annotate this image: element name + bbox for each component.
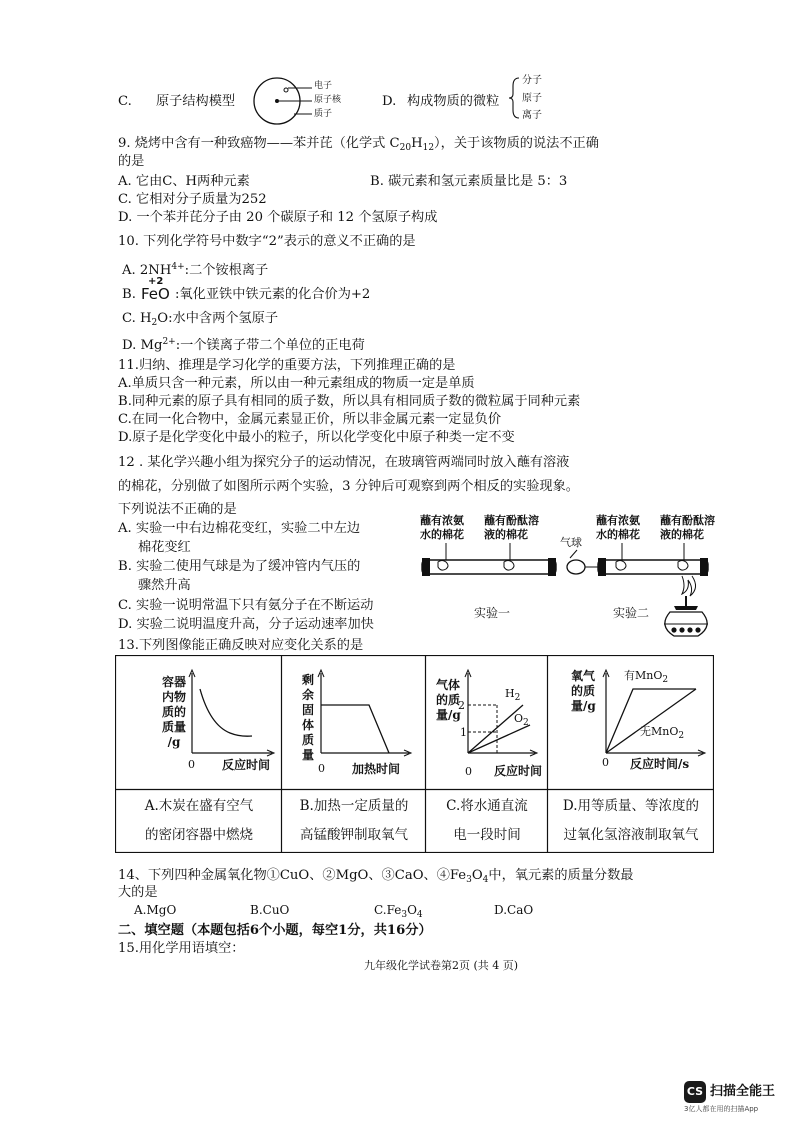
q8d-text: 构成物质的微粒 xyxy=(407,94,500,109)
exp2-right-label-1: 蘸有酚酞溶 xyxy=(660,514,715,527)
q11-option-d: D.原子是化学变化中最小的粒子，所以化学变化中原子种类一定不变 xyxy=(118,430,515,445)
graph-d-without-mno2-label: 无MnO$_2$ xyxy=(640,725,685,741)
particle-atom: 原子 xyxy=(522,93,542,104)
camscanner-logo-icon: CS xyxy=(684,1081,706,1103)
graph-b-caption-2: 高锰酸钾制取氧气 xyxy=(300,827,408,843)
q12-option-c: C. 实验一说明常温下只有氨分子在不断运动 xyxy=(118,598,374,613)
q9-option-d: D. 一个苯并芘分子由 20 个碳原子和 12 个氢原子构成 xyxy=(118,210,438,225)
graph-b-origin: 0 xyxy=(318,762,325,775)
graph-a-xlabel: 反应时间 xyxy=(222,758,271,772)
graph-b-curve xyxy=(321,705,389,753)
atom-part-nucleus: 原子核 xyxy=(314,95,342,105)
q9-stem-2: 的是 xyxy=(118,154,145,169)
graph-c-ylabel: 气体 的质 量/g xyxy=(436,678,461,722)
q9-option-a: A. 它由C、H两种元素 xyxy=(118,174,250,189)
q9-option-b: B. 碳元素和氢元素质量比是 5：3 xyxy=(370,174,568,189)
q12-stem-2: 的棉花，分别做了如图所示两个实验，3 分钟后可观察到两个相反的实验现象。 xyxy=(118,479,579,494)
q10-option-a: A. $2NH^{4+}$:二个铵根离子 xyxy=(122,262,269,278)
exp1-right-label-2: 液的棉花 xyxy=(484,528,528,541)
graph-d-ylabel: 氧气 的质 量/g xyxy=(571,669,596,713)
exp2-label: 实验二 xyxy=(613,606,650,620)
q12-option-b-2: 骤然升高 xyxy=(138,578,191,593)
q10-option-b-label: B. xyxy=(122,287,136,302)
q12-option-a-1: A. 实验一中右边棉花变红，实验二中左边 xyxy=(118,521,361,536)
balloon-label: 气球 xyxy=(560,536,582,549)
q12-stem-1: 12 . 某化学兴趣小组为探究分子的运动情况，在玻璃管两端同时放入蘸有溶液 xyxy=(118,455,570,470)
q12-stem-3: 下列说法不正确的是 xyxy=(118,502,237,517)
graph-a-caption-1: A.木炭在盛有空气 xyxy=(144,798,254,814)
q11-stem: 11.归纳、推理是学习化学的重要方法，下列推理正确的是 xyxy=(118,358,456,373)
exp2-left-label-1: 蘸有浓氨 xyxy=(596,514,640,527)
q10-b-formula: FeO xyxy=(141,285,170,303)
graph-d-xlabel: 反应时间/s xyxy=(630,757,690,771)
section-2-heading: 二、填空题（本题包括6个小题，每空1分，共16分） xyxy=(118,923,432,938)
q14-option-c: $C.Fe_3O_4$ xyxy=(374,903,423,920)
graph-d-caption-1: D.用等质量、等浓度的 xyxy=(562,798,700,814)
exp2-right-label-2: 液的棉花 xyxy=(660,528,704,541)
graph-d-with-mno2-label: 有MnO$_2$ xyxy=(624,669,669,685)
q8c-text: 原子结构模型 xyxy=(156,94,236,109)
q10-option-b-text: :氧化亚铁中铁元素的化合价为+2 xyxy=(175,287,371,302)
graph-a-ylabel: 容器 内物 质的 质量 /g xyxy=(162,675,187,749)
q10-b-charge: +2 xyxy=(148,276,164,287)
graph-b-xlabel: 加热时间 xyxy=(352,762,401,776)
q12-option-b-1: B. 实验二使用气球是为了缓冲管内气压的 xyxy=(118,559,361,574)
experiment-apparatus xyxy=(412,540,732,644)
exp1-right-label-1: 蘸有酚酞溶 xyxy=(484,514,539,527)
graph-c-o2-label: $O_2$ xyxy=(514,712,529,728)
q14-option-a: A.MgO xyxy=(134,903,177,917)
q10-option-c: C. $H_2O$:水中含两个氢原子 xyxy=(122,311,279,328)
q14-stem-2: 大的是 xyxy=(118,885,158,900)
q11-option-b: B.同种元素的原子具有相同的质子数，所以具有相同质子数的微粒属于同种元素 xyxy=(118,394,581,409)
graph-c-caption-1: C.将水通直流 xyxy=(446,798,528,814)
q14-option-b: B.CuO xyxy=(250,903,290,917)
graph-c-tick-2: 2 xyxy=(458,699,465,712)
particle-ion: 离子 xyxy=(522,110,542,121)
exp2-left-label-2: 水的棉花 xyxy=(596,528,640,541)
graph-c-h2-label: $H_2$ xyxy=(505,687,521,703)
q13-stem: 13.下列图像能正确反映对应变化关系的是 xyxy=(118,638,364,653)
q12-option-d: D. 实验二说明温度升高，分子运动速率加快 xyxy=(118,617,374,632)
page-footer: 九年级化学试卷第2页 (共 4 页) xyxy=(364,959,519,972)
q12-option-a-2: 棉花变红 xyxy=(138,540,191,555)
graph-c-tick-1: 1 xyxy=(460,726,467,739)
graph-b-ylabel: 剩 余 固 体 质 量 xyxy=(302,673,315,762)
watermark-name: 扫描全能王 xyxy=(710,1084,776,1099)
graph-c-origin: 0 xyxy=(465,765,472,778)
graph-d-caption-2: 过氧化氢溶液制取氧气 xyxy=(563,827,699,843)
q8c-label: C. xyxy=(118,94,132,109)
graph-b-caption-1: B.加热一定质量的 xyxy=(299,798,409,814)
q14-stem: 14、下列四种金属氧化物①CuO、②MgO、③CaO、$④Fe_3O_4$中，氧元素的质量分数最 xyxy=(118,868,634,885)
q9-option-c: C. 它相对分子质量为252 xyxy=(118,192,267,207)
particle-molecule: 分子 xyxy=(522,75,542,86)
graph-c-xlabel: 反应时间 xyxy=(494,764,543,778)
exp1-label: 实验一 xyxy=(474,606,511,620)
atom-part-electron: 电子 xyxy=(314,81,333,91)
graph-a-curve xyxy=(200,689,252,736)
graph-c-caption-2: 电一段时间 xyxy=(453,827,521,843)
atom-part-proton: 质子 xyxy=(314,109,333,119)
q8d-label: D. xyxy=(382,94,397,109)
graph-d-origin: 0 xyxy=(602,756,609,769)
exp1-left-label-2: 水的棉花 xyxy=(420,528,464,541)
q11-option-c: C.在同一化合物中，金属元素显正价，所以非金属元素一定显负价 xyxy=(118,412,502,427)
exp1-left-label-1: 蘸有浓氨 xyxy=(420,514,464,527)
q15-stem: 15.用化学用语填空： xyxy=(118,941,245,956)
watermark-tagline: 3亿人都在用的扫描App xyxy=(684,1105,759,1113)
q10-option-d: D. $Mg^{2+}$:一个镁离子带二个单位的正电荷 xyxy=(122,337,365,353)
atom-structure-diagram xyxy=(250,74,360,128)
q11-option-a: A.单质只含一种元素，所以由一种元素组成的物质一定是单质 xyxy=(118,376,475,391)
brace-icon xyxy=(508,76,522,120)
graph-a-origin: 0 xyxy=(188,758,195,771)
q9-stem: 9. 烧烤中含有一种致癌物——苯并芘（化学式 $C_{20}H_{12}$），关于该物质的说法不正确 xyxy=(118,136,599,153)
q10-stem: 10. 下列化学符号中数字“2”表示的意义不正确的是 xyxy=(118,234,416,249)
graph-a-caption-2: 的密闭容器中燃烧 xyxy=(145,827,253,843)
q14-option-d: D.CaO xyxy=(494,903,534,917)
